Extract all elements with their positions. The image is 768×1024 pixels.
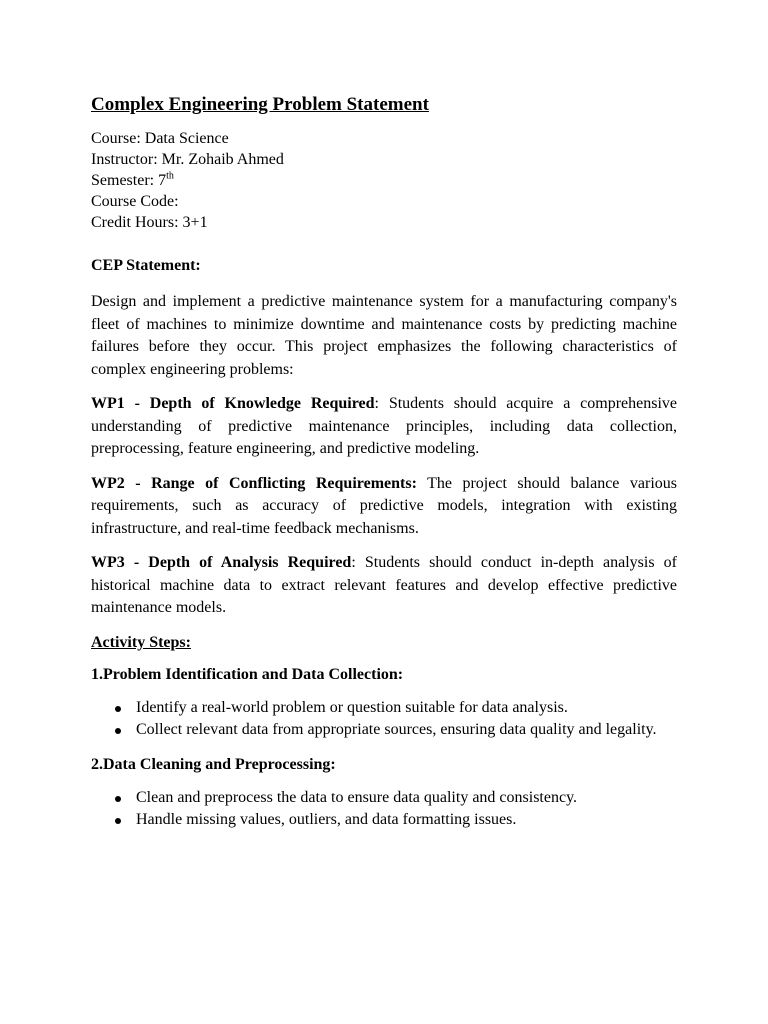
instructor-name: Instructor: Mr. Zohaib Ahmed	[91, 151, 284, 168]
wp3-paragraph	[91, 552, 677, 620]
document-page	[91, 92, 677, 844]
step-2-heading: 2.Data Cleaning and Preprocessing:	[91, 755, 336, 773]
document-title: Complex Engineering Problem Statement	[91, 94, 429, 115]
list-item	[91, 787, 677, 810]
list-item	[91, 697, 677, 720]
credit-hours: Credit Hours: 3+1	[91, 214, 208, 231]
wp2-text: The project should balance various requirements, such as accuracy of predictive models, integration with existing infrastructure, and real-time feedback mechanisms.	[91, 474, 677, 537]
wp2-paragraph	[91, 473, 677, 541]
wp3-text: : Students should conduct in-depth analysis of historical machine data to extract relevant features and develop effective predictive maintenance models.	[91, 554, 677, 616]
semester	[91, 170, 677, 191]
step-2-list	[91, 787, 677, 832]
course-name: Course: Data Science	[91, 130, 229, 147]
course-meta	[91, 128, 677, 233]
step-1-list	[91, 697, 677, 742]
list-item	[91, 809, 677, 832]
course-code: Course Code:	[91, 193, 179, 210]
wp3-label: WP3 - Depth of Analysis Required	[91, 554, 352, 571]
semester-label: Semester: 7	[91, 172, 167, 189]
list-item-text: Clean and preprocess the data to ensure data quality and consistency.	[136, 788, 578, 806]
activity-heading: Activity Steps:	[91, 633, 191, 651]
intro-paragraph: Design and implement a predictive maintenance system for a manufacturing company's fleet of machines to minimize downtime and maintenance costs by predicting machine failures before they occur. This project emphasizes the following characteristics of complex engineering problems:	[91, 293, 677, 378]
wp1-paragraph	[91, 393, 677, 461]
list-item-text: Collect relevant data from appropriate sources, ensuring data quality and legality.	[136, 721, 657, 738]
semester-suffix: th	[166, 170, 174, 182]
bullet-icon	[115, 818, 121, 824]
wp1-text: : Students should acquire a comprehensive understanding of predictive maintenance principles, including data collection, preprocessing, feature engineering, and predictive modeling.	[91, 395, 677, 457]
list-item-text: Identify a real-world problem or question suitable for data analysis.	[136, 698, 568, 716]
bullet-icon	[115, 796, 121, 802]
step-1-heading: 1.Problem Identification and Data Collection:	[91, 665, 404, 683]
bullet-icon	[115, 706, 121, 712]
list-item	[91, 719, 677, 742]
bullet-icon	[115, 728, 121, 734]
wp2-label: WP2 - Range of Conflicting Requirements:	[91, 474, 417, 492]
wp1-label: WP1 - Depth of Knowledge Required	[91, 395, 375, 412]
list-item-text: Handle missing values, outliers, and data formatting issues.	[136, 811, 517, 828]
cep-heading: CEP Statement:	[91, 257, 201, 274]
